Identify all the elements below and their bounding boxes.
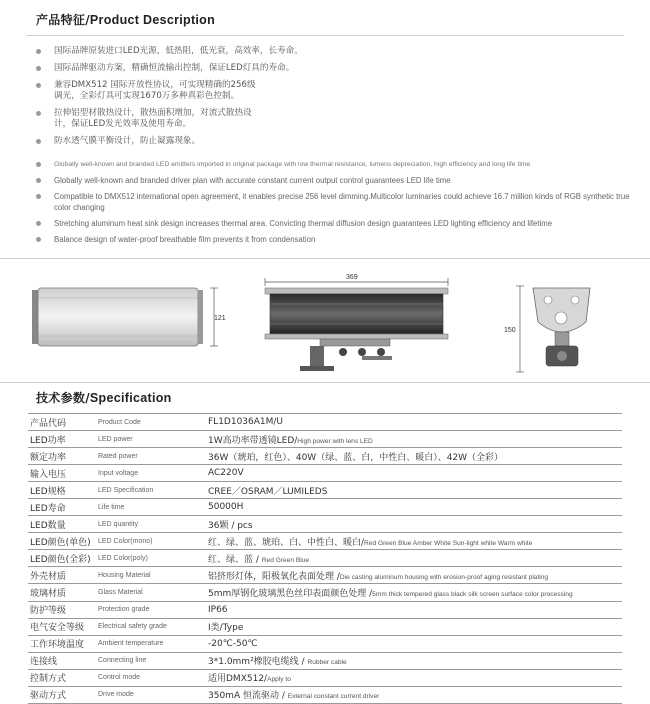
spec-label-en: Life time [96, 499, 204, 516]
spec-value: 3*1.0mm²橡胶电缆线 / [208, 657, 308, 668]
drawing-bottom-divider [0, 382, 650, 383]
specification-title-zh: 技术参数/ [36, 391, 90, 405]
bullet-icon [36, 49, 41, 54]
spec-row [28, 533, 622, 550]
specification-title-en: Specification [89, 391, 172, 405]
spec-value-note: Red Green Blue Amber White Sun-light white Warm white [364, 539, 533, 547]
spec-label-zh: LED数量 [28, 516, 96, 533]
spec-label-zh: 玻璃材质 [28, 584, 96, 601]
spec-value-cell [204, 567, 622, 584]
spec-value-cell [204, 669, 622, 686]
spec-value-cell [204, 618, 622, 635]
bullet-icon [36, 178, 41, 183]
description-item-zh: 国际品牌驱动方案，精确恒流输出控制，保证LED灯具的寿命。 [36, 63, 636, 74]
description-title-en: Product Description [89, 13, 216, 27]
spec-row [28, 601, 622, 618]
spec-label-zh: LED颜色(全彩) [28, 550, 96, 567]
spec-label-en: LED Color(mono) [96, 533, 204, 550]
description-item-en: Globally well-known and branded LED emitters imported in original package with low thermal resistance, lumens depreciation, high efficiency and long life time [36, 159, 636, 170]
spec-value: -20℃-50℃ [208, 638, 258, 649]
description-item-zh: 兼容DMX512 国际开放性协议，可实现精确的256级 调光，全彩灯具可实现1670万多种真彩色控制。 [36, 80, 636, 102]
spec-label-zh: 额定功率 [28, 448, 96, 465]
spec-label-en: Protection grade [96, 601, 204, 618]
spec-label-en: LED Specification [96, 482, 204, 499]
dim-height-end: 150 [504, 327, 516, 334]
front-view-drawing [265, 278, 448, 371]
description-list [36, 46, 636, 250]
spec-value: 红、绿、蓝 / [208, 554, 262, 565]
specification-title [36, 389, 172, 406]
spec-value-cell [204, 550, 622, 567]
bullet-icon [36, 237, 41, 242]
description-item-zh: 国际品牌原装进口LED光源，低热阻，低光衰，高效率，长寿命。 [36, 46, 636, 57]
spec-value-note: External constant current driver [287, 693, 380, 701]
spec-value-note: High power with lens LED [297, 437, 373, 445]
spec-label-en: Input voltage [96, 465, 204, 482]
spec-row [28, 431, 622, 448]
spec-row [28, 516, 622, 533]
spec-value: CREE／OSRAM／LUMILEDS [208, 486, 328, 497]
spec-label-zh: 电气安全等级 [28, 618, 96, 635]
spec-label-en: Product Code [96, 414, 204, 431]
spec-value-note: 5mm thick tempered glass black silk screen surface color processing [372, 590, 573, 598]
description-title-zh: 产品特征/ [36, 13, 90, 27]
spec-label-en: Ambient temperature [96, 635, 204, 652]
side-view-drawing [32, 288, 218, 346]
spec-label-en: Electrical safety grade [96, 618, 204, 635]
spec-label-zh: LED规格 [28, 482, 96, 499]
spec-value: 50000H [208, 502, 244, 513]
drawing-top-divider [0, 258, 650, 259]
description-divider [26, 35, 624, 36]
spec-row [28, 652, 622, 669]
spec-value-cell [204, 431, 622, 448]
spec-label-en: LED quantity [96, 516, 204, 533]
description-item-en: Balance design of water-proof breathable film prevents it from condensation [36, 234, 636, 245]
spec-value-cell [204, 448, 622, 465]
spec-value-note: Rubber cable [307, 659, 347, 667]
bullet-icon [36, 139, 41, 144]
spec-row [28, 482, 622, 499]
spec-row [28, 567, 622, 584]
spec-row [28, 669, 622, 686]
bullet-icon [36, 221, 41, 226]
spec-label-zh: 防护等级 [28, 601, 96, 618]
spec-label-en: Drive mode [96, 686, 204, 703]
spec-value-cell [204, 465, 622, 482]
spec-value: FL1D1036A1M/U [208, 417, 284, 428]
spec-label-zh: 控制方式 [28, 669, 96, 686]
spec-value-cell [204, 499, 622, 516]
spec-value-note: Die casting aluminum housing with erosion-proof aging resistant plating [339, 573, 549, 581]
spec-label-en: LED power [96, 431, 204, 448]
spec-label-en: Connecting line [96, 652, 204, 669]
bullet-icon [36, 111, 41, 116]
spec-value-cell [204, 533, 622, 550]
spec-value: 5mm厚钢化玻璃黑色丝印表面颜色处理 / [208, 588, 373, 599]
bullet-icon [36, 194, 41, 199]
spec-row [28, 618, 622, 635]
bullet-icon [36, 162, 41, 167]
description-item-zh: 拉伸铝型材散热设计，散热面积增加，对流式散热设 计，保证LED发光效率及使用寿命。 [36, 108, 636, 130]
spec-value-cell [204, 635, 622, 652]
specification-table [28, 413, 622, 704]
spec-label-zh: LED颜色(单色) [28, 533, 96, 550]
spec-value: AC220V [208, 468, 244, 479]
spec-value: 36W（琥珀，红色）、40W（绿、蓝、白，中性白、暖白）、42W（全彩） [208, 452, 504, 463]
spec-label-zh: LED功率 [28, 431, 96, 448]
spec-row [28, 635, 622, 652]
description-item-en: Stretching aluminum heat sink design increases thermal area. Convicting thermal diffusion design guarantees LED lighting efficiency and lifetime [36, 218, 636, 229]
spec-value: 1W高功率带透镜LED/ [208, 435, 298, 446]
dim-width: 369 [346, 274, 358, 281]
spec-row [28, 550, 622, 567]
spec-value-note: Apply to [267, 676, 291, 684]
spec-row [28, 499, 622, 516]
spec-label-zh: 连接线 [28, 652, 96, 669]
bullet-icon [36, 66, 41, 71]
spec-value: IP66 [208, 604, 228, 615]
spec-value-cell [204, 482, 622, 499]
spec-value-cell [204, 414, 622, 431]
spec-label-en: LED Color(poly) [96, 550, 204, 567]
spec-label-zh: 驱动方式 [28, 686, 96, 703]
spec-value: 适用DMX512/ [208, 674, 268, 685]
description-item-zh: 防水透气膜平衡设计，防止凝露现象。 [36, 136, 636, 147]
spec-value-cell [204, 516, 622, 533]
spec-label-en: Housing Material [96, 567, 204, 584]
spec-label-en: Rated power [96, 448, 204, 465]
spec-row [28, 448, 622, 465]
spec-label-zh: LED寿命 [28, 499, 96, 516]
spec-label-zh: 外壳材质 [28, 567, 96, 584]
description-item-en: Compatible to DMX512 international open agreement, it enables precise 256 level dimming.Multicolor luminaries could achieve 16.7 million kinds of RGB synthetic true color changing [36, 191, 636, 213]
spec-value-cell [204, 686, 622, 703]
description-item-en: Globally well-known and branded driver plan with accurate constant current output control guarantees LED life time [36, 175, 636, 186]
spec-value: Ⅰ类/Type [208, 623, 244, 634]
bullet-icon [36, 83, 41, 88]
spec-value: 350mA 恒流驱动 / [208, 691, 288, 702]
spec-row [28, 414, 622, 431]
spec-value: 铝挤形灯体，阳极氧化表面处理 / [208, 571, 340, 582]
technical-drawings [0, 268, 650, 380]
spec-label-zh: 产品代码 [28, 414, 96, 431]
spec-label-en: Control mode [96, 669, 204, 686]
spec-value-cell [204, 584, 622, 601]
dim-height-side: 121 [214, 315, 226, 322]
spec-row [28, 584, 622, 601]
spec-row [28, 686, 622, 703]
spec-label-en: Glass Material [96, 584, 204, 601]
spec-label-zh: 输入电压 [28, 465, 96, 482]
spec-value-note: Red Green Blue [261, 556, 310, 564]
spec-value-cell [204, 601, 622, 618]
spec-value-cell [204, 652, 622, 669]
spec-label-zh: 工作环境温度 [28, 635, 96, 652]
end-view-drawing [516, 286, 590, 372]
spec-value: 36颗 / pcs [208, 520, 253, 531]
spec-row [28, 465, 622, 482]
description-title [36, 11, 215, 28]
spec-value: 红、绿、蓝、琥珀、白、中性白、暖白/ [208, 537, 365, 548]
